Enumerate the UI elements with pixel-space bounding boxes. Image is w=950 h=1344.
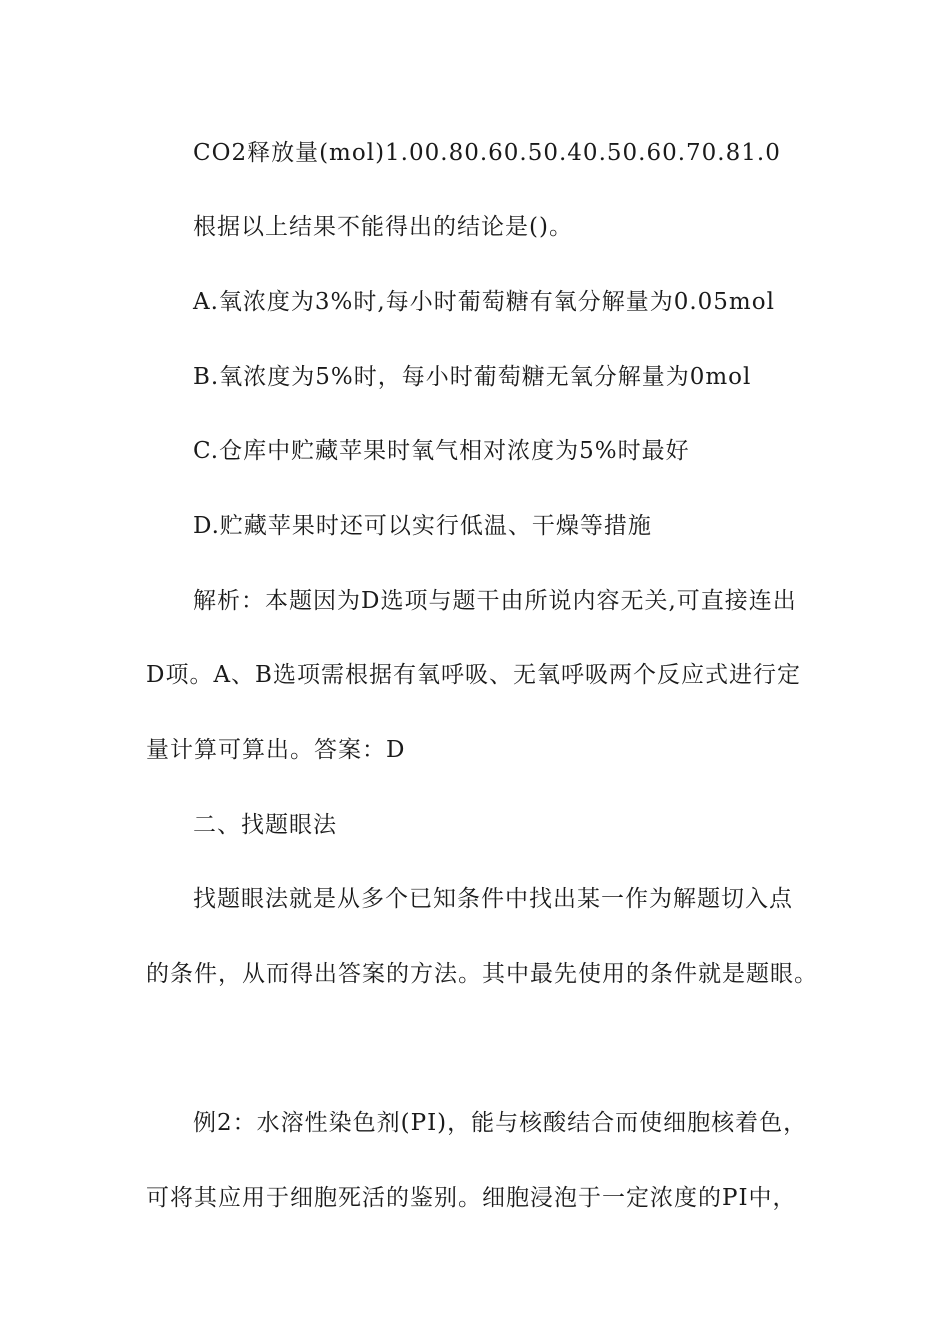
option-c: C.仓库中贮藏苹果时氧气相对浓度为5%时最好: [193, 438, 690, 464]
option-a: A.氧浓度为3%时,每小时葡萄糖有氧分解量为0.05mol: [193, 289, 775, 315]
option-d: D.贮藏苹果时还可以实行低温、干燥等措施: [193, 513, 652, 539]
method-paragraph-line-1: 找题眼法就是从多个已知条件中找出某一作为解题切入点: [193, 886, 793, 912]
example-paragraph-line-1: 例2：水溶性染色剂(PI)，能与核酸结合而使细胞核着色，: [193, 1110, 808, 1136]
method-paragraph-line-2: 的条件，从而得出答案的方法。其中最先使用的条件就是题眼。: [146, 961, 818, 987]
co2-release-data-line: CO2释放量(mol)1.00.80.60.50.40.50.60.70.81.0: [193, 140, 781, 166]
section-heading: 二、找题眼法: [193, 812, 337, 838]
analysis-paragraph-line-3: 量计算可算出。答案：D: [146, 737, 406, 763]
option-b: B.氧浓度为5%时，每小时葡萄糖无氧分解量为0mol: [193, 364, 752, 390]
analysis-paragraph-line-2: D项。A、B选项需根据有氧呼吸、无氧呼吸两个反应式进行定: [146, 662, 801, 688]
question-stem: 根据以上结果不能得出的结论是()。: [193, 214, 573, 240]
example-paragraph-line-2: 可将其应用于细胞死活的鉴别。细胞浸泡于一定浓度的PI中，: [146, 1185, 797, 1211]
analysis-paragraph-line-1: 解析：本题因为D选项与题干由所说内容无关,可直接连出: [193, 588, 797, 614]
